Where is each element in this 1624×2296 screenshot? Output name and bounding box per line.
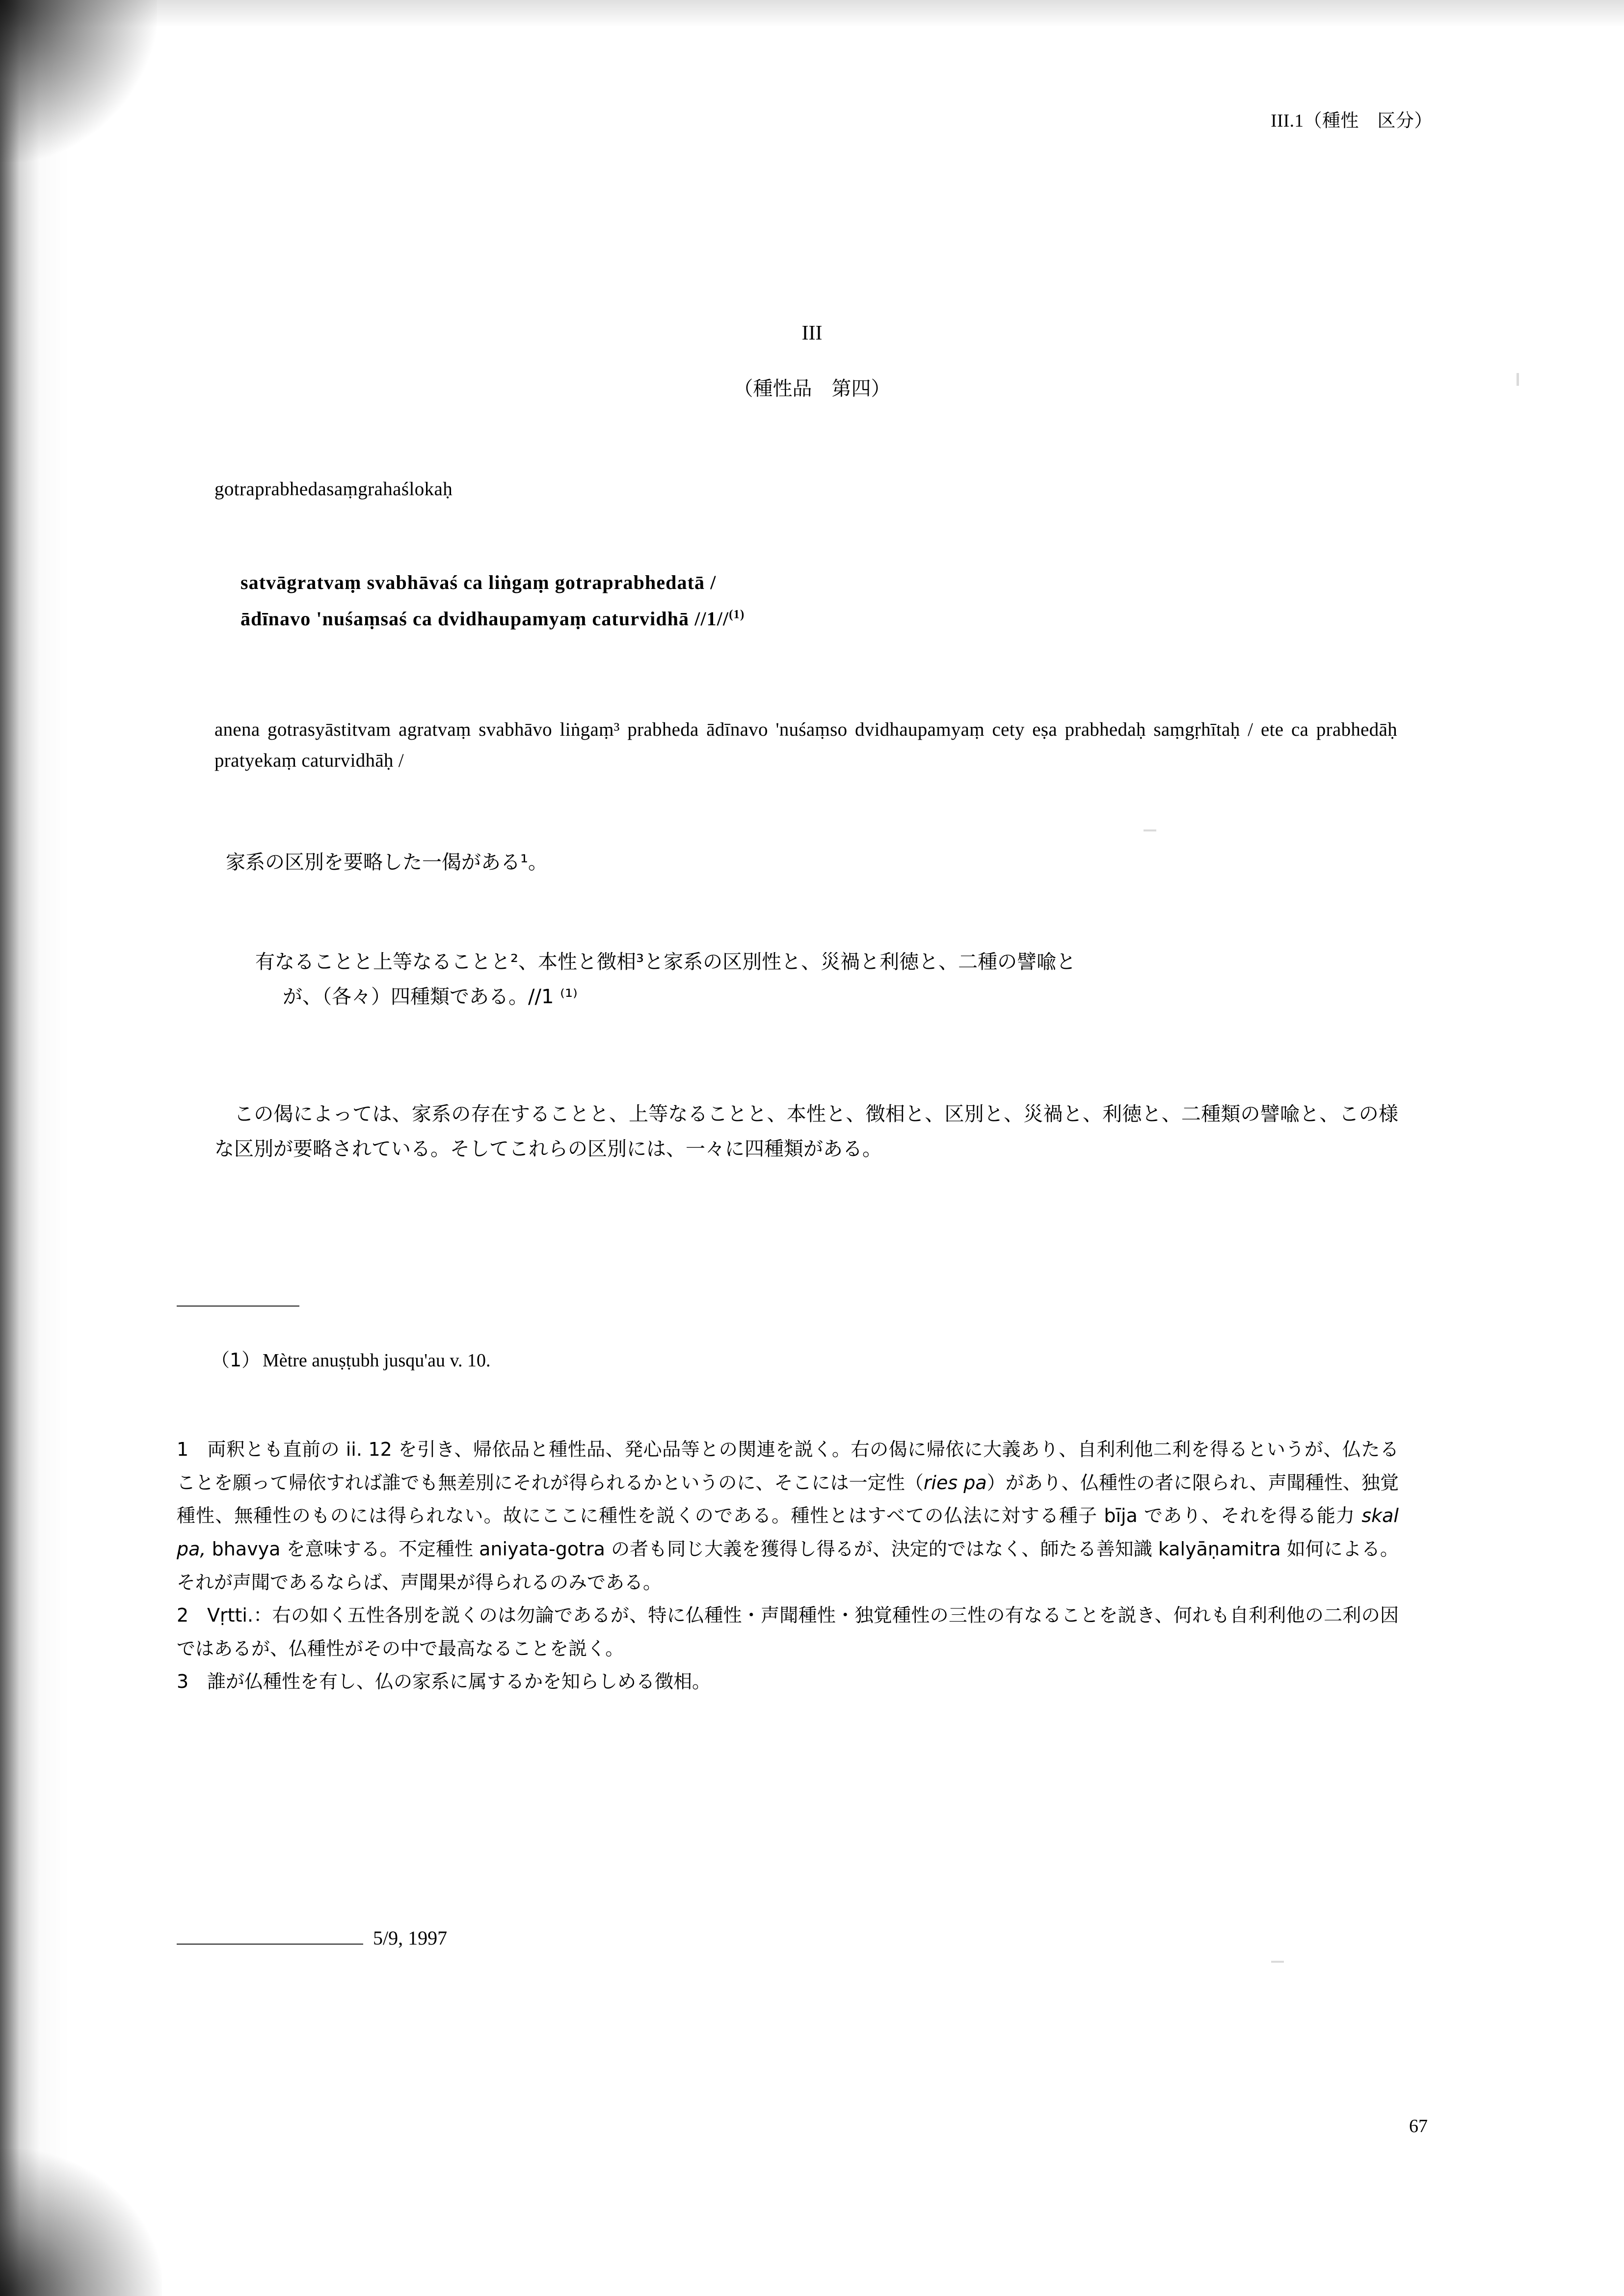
verse-footnote-marker: (1) [729,608,745,621]
footnote-french-text: Mètre anuṣṭubh jusqu'au v. 10. [263,1350,491,1371]
page-number: 67 [1409,2116,1428,2136]
chapter-number: III [801,322,823,345]
footnote-item-2 [177,1599,1399,1665]
japanese-verse-line-2: が、（各々）四種類である。//1 ⁽¹⁾ [283,986,578,1009]
footnote-item-1 [177,1433,1399,1599]
footnote-text-1c: bhavya を意味する。不定種性 aniyata-gotra の者も同じ大義を獲得し得るが、決定的ではなく、師たる善知識 kalyāṇamitra 如何による。それが声聞であるならば、声聞果が得られるのみである。 [177,1538,1399,1593]
footnote-divider [177,1306,299,1307]
verse-line-1: satvāgratvaṃ svabhāvaś ca liṅgaṃ gotraprabhedatā / [240,571,717,593]
footnote-italic-1b: skal pa, [177,1505,1399,1560]
chapter-subtitle: （種性品 第四） [733,377,891,400]
date-divider [177,1944,363,1945]
footnote-item-3 [177,1665,1399,1699]
footnote-number-3: 3 [177,1671,189,1693]
footnote-text-1b: ）があり、仏種性の者に限られ、声聞種性、独覚種性、無種性のものには得られない。故にここに種性を説くのである。種性とはすべての仏法に対する種子 bīja であり、それを得る能力 [177,1471,1399,1527]
footnote-text-1a: 両釈とも直前の ii. 12 を引き、帰依品と種性品、発心品等との関連を説く。右の偈に帰依に大義あり、自利利他二利を得るというが、仏たることを願って帰依すれば誰でも無差別にそれが得られるかというのに、そこには一定性（ [177,1439,1399,1494]
footnote-list [177,1433,1399,1699]
japanese-verse-line-1: 有なることと上等なることと²、本性と徴相³と家系の区別性と、災禍と利徳と、二種の譬喩と [255,951,1076,973]
footnote-number-1: 1 [177,1439,189,1460]
sanskrit-verse [240,564,1399,637]
japanese-paragraph-text: この偈によっては、家系の存在することと、上等なることと、本性と、徴相と、区別と、災禍と、利徳と、二種類の譬喩と、この様な区別が要略されている。そしてこれらの区別には、一々に四種類がある。 [214,1103,1398,1161]
japanese-intro-line: 家系の区別を要略した一偈がある¹。 [226,851,548,874]
verse-line-2 [240,601,1399,637]
japanese-paragraph [214,1097,1398,1167]
footnote-italic-1a: ries pa [923,1471,987,1494]
running-head: III.1（種性 区分） [1271,111,1433,131]
date-stamp: 5/9, 1997 [373,1927,448,1949]
footnote-text-2: Vṛtti.：右の如く五性各別を説くのは勿論であるが、特に仏種性・声聞種性・独覚種性の三性の有なることを説き、何れも自利利他の二利の因ではあるが、仏種性がその中で最高なることを説く。 [177,1604,1399,1659]
footnote-french [211,1345,491,1372]
japanese-verse [255,945,1394,1015]
sanskrit-prose: anena gotrasyāstitvam agratvaṃ svabhāvo liṅgaṃ³ prabheda ādīnavo 'nuśaṃso dvidhaupamyaṃ cety eṣa prabhedaḥ saṃgṛhītaḥ / ete ca prabhedāḥ pratyekaṃ caturvidhāḥ / [214,719,1397,772]
verse-line-2-text: ādīnavo 'nuśaṃsaś ca dvidhaupamyaṃ caturvidhā //1// [240,608,729,630]
footnote-number-2: 2 [177,1604,189,1627]
footnote-text-3: 誰が仏種性を有し、仏の家系に属するかを知らしめる徴相。 [207,1671,711,1693]
sanskrit-heading: gotraprabhedasaṃgrahaślokaḥ [214,479,453,500]
footnote-french-marker: （1） [211,1349,261,1371]
